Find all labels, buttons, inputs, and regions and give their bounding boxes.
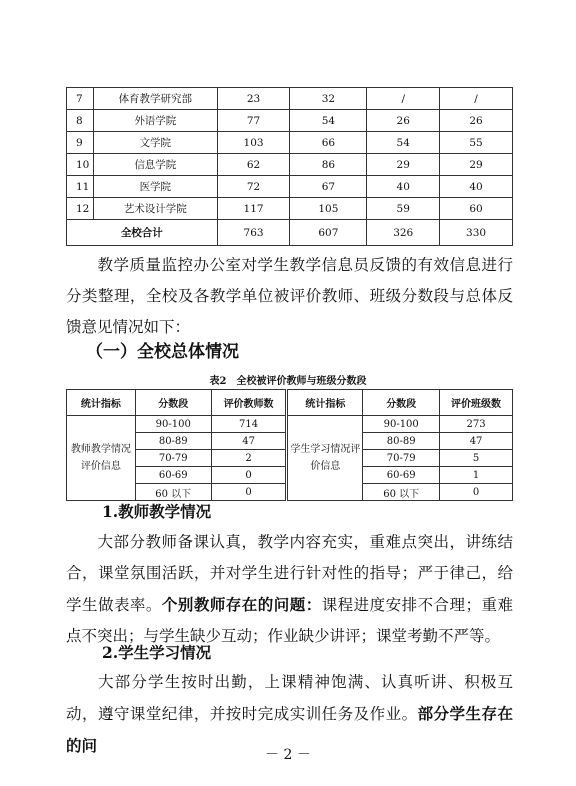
table-row xyxy=(67,176,513,198)
table-cell: 70-79 xyxy=(135,450,211,467)
table-cell: 9 xyxy=(67,132,94,154)
table-row xyxy=(67,132,513,154)
total-row xyxy=(67,220,513,246)
table-cell: 103 xyxy=(217,132,290,154)
table-cell: 60-69 xyxy=(363,467,440,484)
group-label: 教师教学情况评价信息 xyxy=(67,416,136,501)
table-cell: 0 xyxy=(440,484,513,501)
table-cell: 11 xyxy=(67,176,94,198)
table-cell: 80-89 xyxy=(135,433,211,450)
table-cell: 1 xyxy=(440,467,513,484)
table-cell: 艺术设计学院 xyxy=(93,198,217,220)
table-cell: 40 xyxy=(367,176,440,198)
teacher-issue-label: 个别教师存在的问题： xyxy=(161,595,322,614)
table-cell: 26 xyxy=(367,110,440,132)
table-cell: 54 xyxy=(367,132,440,154)
teacher-text: 大部分教师备课认真，教学内容充实，重难点突出，讲练结合，课堂氛围活跃，并对学生进行针对性的指导；严于律己，给学生做表率。 xyxy=(66,533,513,614)
table-cell: 信息学院 xyxy=(93,154,217,176)
table-cell: 12 xyxy=(67,198,94,220)
table-cell: 77 xyxy=(217,110,290,132)
header-cell: 分数段 xyxy=(363,390,440,416)
table-cell: 7 xyxy=(67,88,94,110)
table-cell: 60 xyxy=(440,198,513,220)
table-cell: 5 xyxy=(440,450,513,467)
teacher-section-heading: 1.教师教学情况 xyxy=(102,502,212,521)
table-cell: 0 xyxy=(211,467,286,484)
table-cell: 105 xyxy=(290,198,367,220)
teacher-issue-text: 课程进度安排不合理；重难点不突出；与学生缺少互动；作业缺少讲评；课堂考勤不严等。 xyxy=(66,596,513,645)
total-cell: 763 xyxy=(217,220,290,246)
intro-text: 教学质量监控办公室对学生教学信息员反馈的有效信息进行分类整理，全校及各教学单位被评价教师、班级分数段与总体反馈意见情况如下： xyxy=(66,256,513,336)
teacher-paragraph xyxy=(66,527,513,652)
table-cell: 47 xyxy=(211,433,286,450)
total-cell: 607 xyxy=(290,220,367,246)
table-row xyxy=(67,110,513,132)
group-label: 学生学习情况评价信息 xyxy=(288,416,363,501)
table-cell: 70-79 xyxy=(363,450,440,467)
intro-paragraph xyxy=(66,250,513,343)
table-cell: 90-100 xyxy=(135,416,211,433)
table-cell: 714 xyxy=(211,416,286,433)
table-cell: / xyxy=(440,88,513,110)
table-row xyxy=(67,416,513,433)
student-section-heading: 2.学生学习情况 xyxy=(102,643,212,662)
table-cell: 外语学院 xyxy=(93,110,217,132)
score-distribution-table xyxy=(66,389,513,501)
table-cell: 62 xyxy=(217,154,290,176)
page-number: － 2 － xyxy=(265,747,311,763)
header-cell: 评价教师数 xyxy=(211,390,286,416)
table-cell: 8 xyxy=(67,110,94,132)
table-cell: 医学院 xyxy=(93,176,217,198)
table-cell: 66 xyxy=(290,132,367,154)
table-cell: 40 xyxy=(440,176,513,198)
table-row xyxy=(67,88,513,110)
table-cell: 26 xyxy=(440,110,513,132)
table-cell: 117 xyxy=(217,198,290,220)
table-cell: 54 xyxy=(290,110,367,132)
table2-header-row xyxy=(67,390,513,416)
table-cell: 59 xyxy=(367,198,440,220)
table-cell: 0 xyxy=(211,484,286,501)
table-cell: 29 xyxy=(440,154,513,176)
unit-stats-table xyxy=(66,87,513,246)
total-label: 全校合计 xyxy=(67,220,218,246)
table-cell: 2 xyxy=(211,450,286,467)
header-cell: 统计指标 xyxy=(67,390,136,416)
table-cell: 86 xyxy=(290,154,367,176)
total-cell: 330 xyxy=(440,220,513,246)
table-cell: / xyxy=(367,88,440,110)
table-cell: 72 xyxy=(217,176,290,198)
student-text: 大部分学生按时出勤，上课精神饱满、认真听讲、积极互动，遵守课堂纪律，并按时完成实训任务及作业。 xyxy=(66,673,513,723)
table-cell: 273 xyxy=(440,416,513,433)
table-cell: 文学院 xyxy=(93,132,217,154)
header-cell: 分数段 xyxy=(135,390,211,416)
student-issue-label: 部分学生存在的问 xyxy=(66,704,513,755)
table-row xyxy=(67,154,513,176)
header-cell: 评价班级数 xyxy=(440,390,513,416)
table-row xyxy=(67,198,513,220)
table-cell: 80-89 xyxy=(363,433,440,450)
table-cell: 47 xyxy=(440,433,513,450)
table-cell: 32 xyxy=(290,88,367,110)
table-cell: 60-69 xyxy=(135,467,211,484)
table-cell: 55 xyxy=(440,132,513,154)
table2-caption: 表2 全校被评价教师与班级分数段 xyxy=(209,376,367,387)
table-cell: 60 以下 xyxy=(135,484,211,501)
total-cell: 326 xyxy=(367,220,440,246)
table-cell: 29 xyxy=(367,154,440,176)
table-cell: 体育教学研究部 xyxy=(93,88,217,110)
header-cell: 统计指标 xyxy=(288,390,363,416)
table-cell: 23 xyxy=(217,88,290,110)
table-cell: 60 以下 xyxy=(363,484,440,501)
table-cell: 90-100 xyxy=(363,416,440,433)
section-heading: （一）全校总体情况 xyxy=(86,342,239,362)
table-cell: 67 xyxy=(290,176,367,198)
table-cell: 10 xyxy=(67,154,94,176)
